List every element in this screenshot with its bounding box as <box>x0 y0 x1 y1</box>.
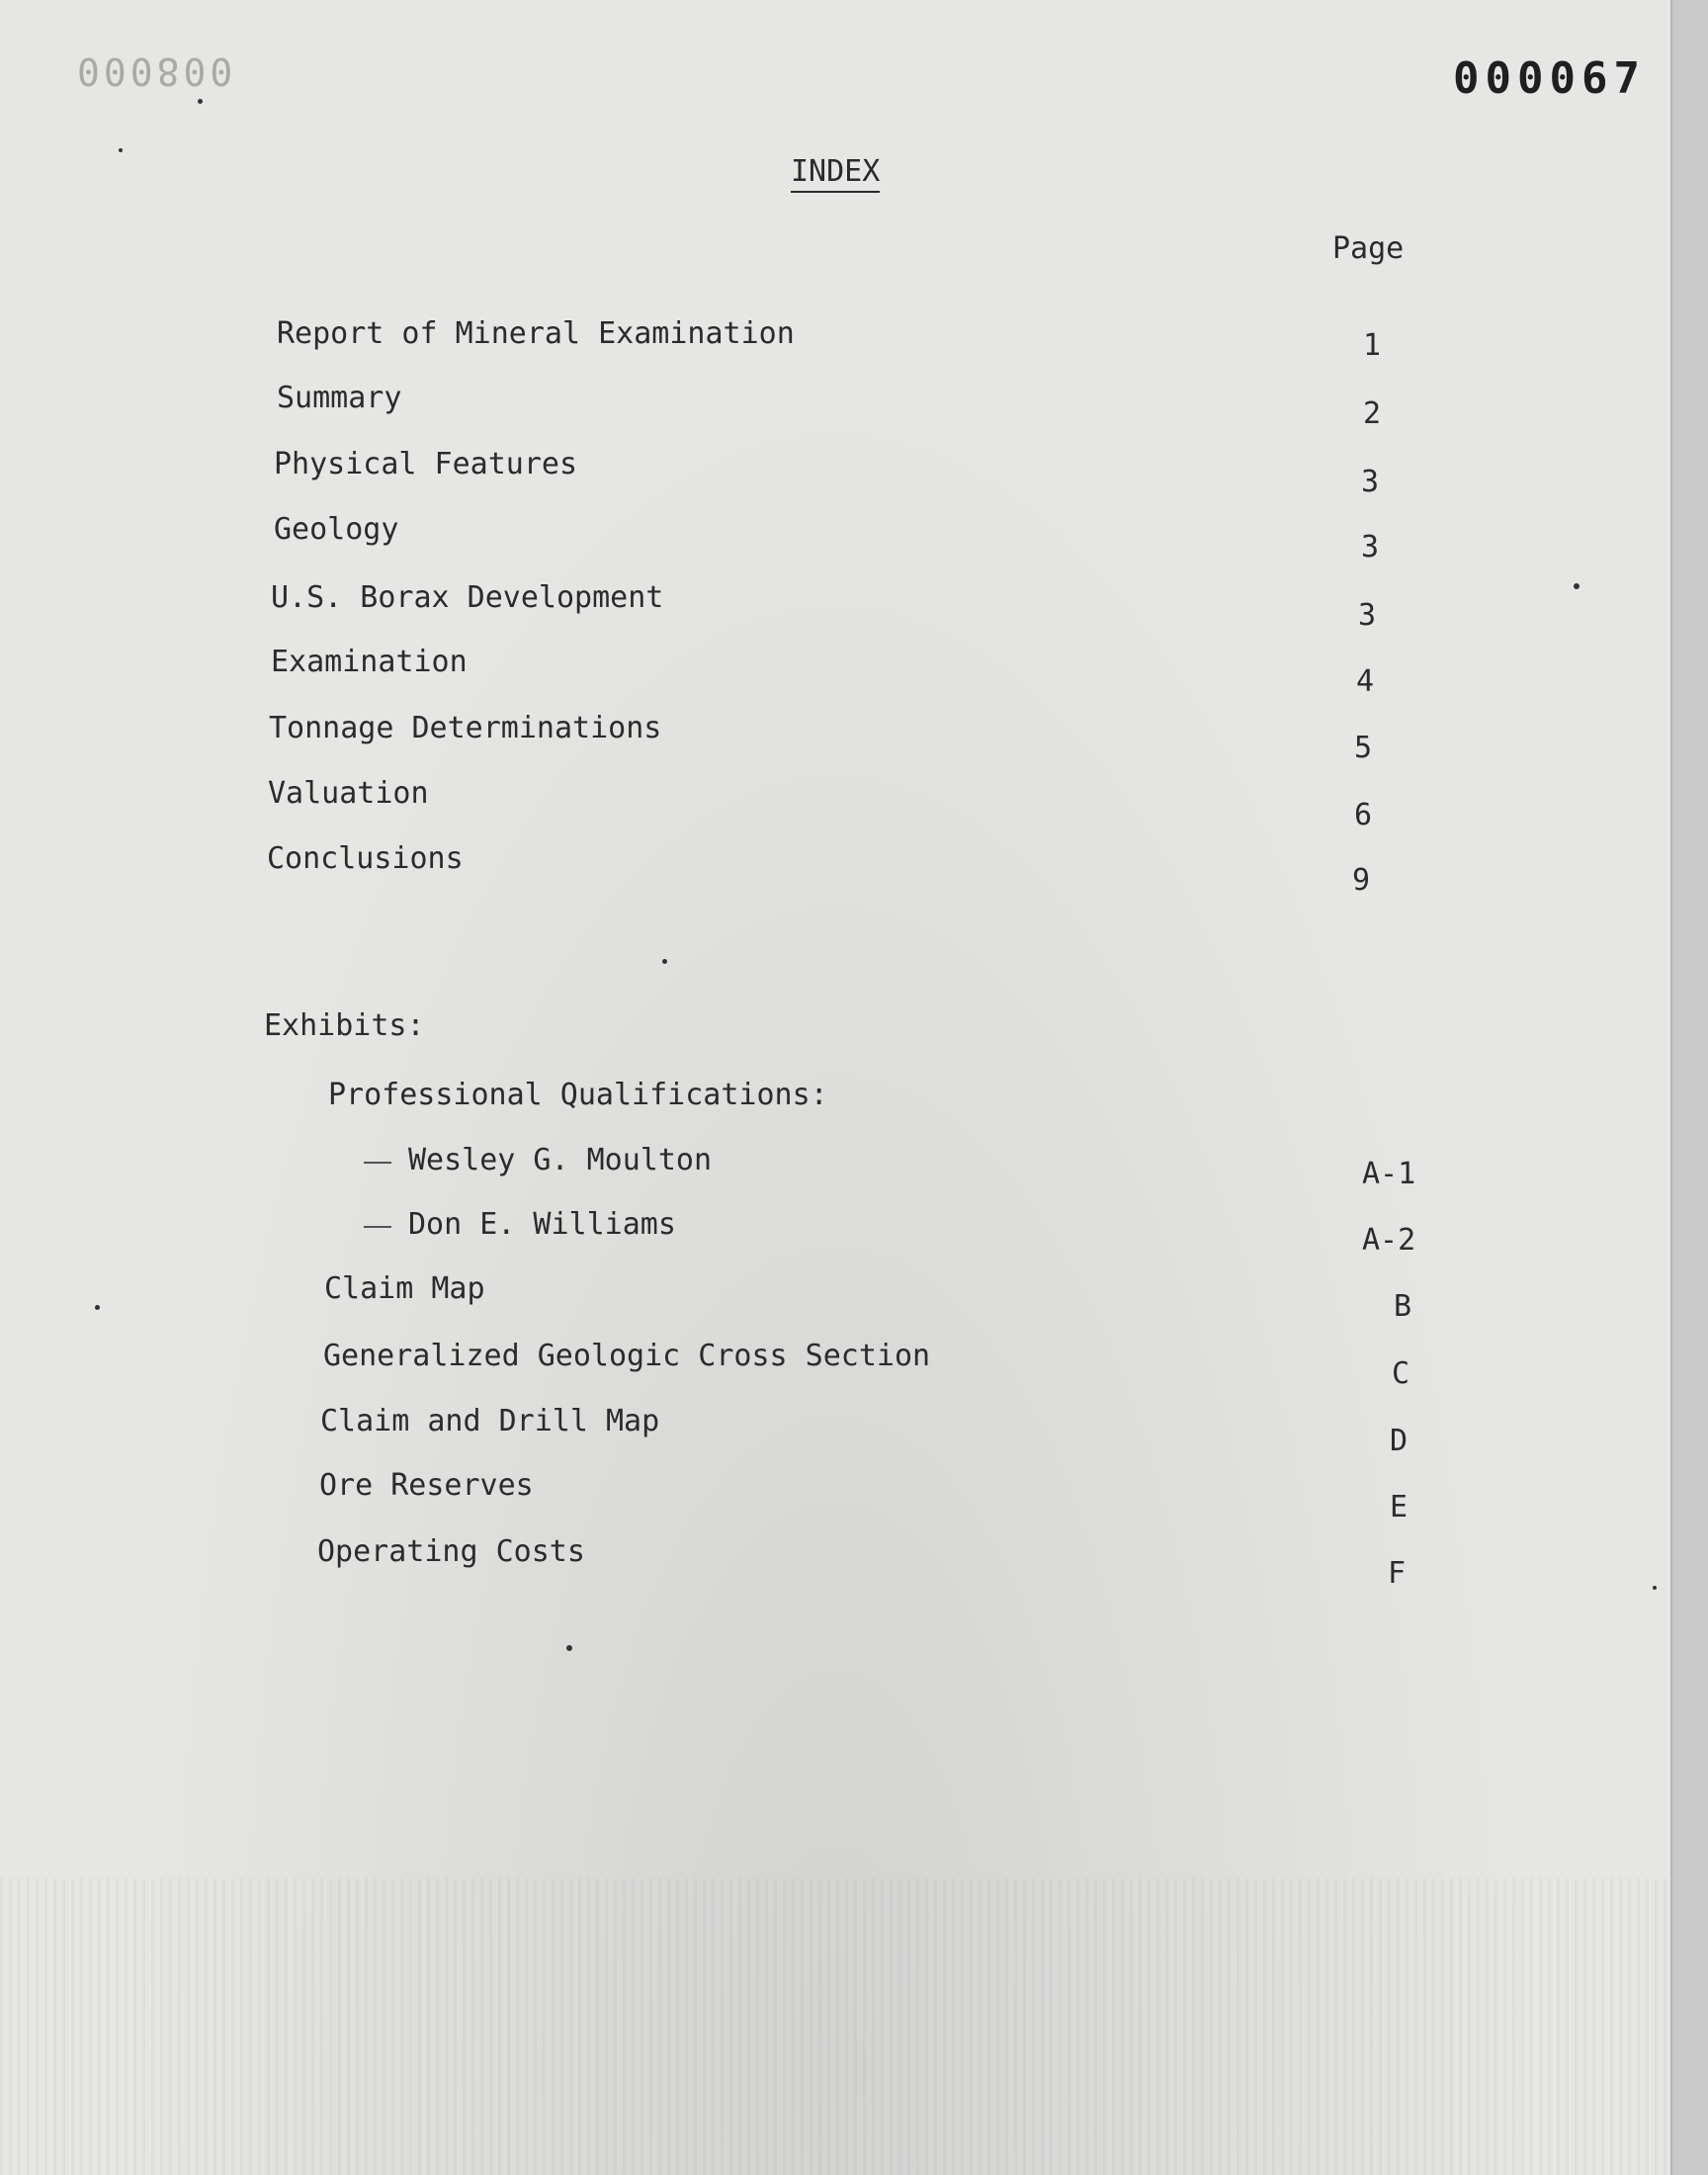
exhibit-entry-label: Generalized Geologic Cross Section <box>323 1339 931 1373</box>
exhibit-entry-page: B <box>1394 1289 1412 1324</box>
toc-entry-label: Conclusions <box>267 841 464 876</box>
exhibit-entry-label: Claim Map <box>324 1271 485 1306</box>
exhibit-entry-page: C <box>1392 1356 1410 1391</box>
exhibit-entry-page: F <box>1388 1556 1407 1591</box>
scan-speck <box>119 148 123 152</box>
toc-entry-page: 9 <box>1352 863 1371 898</box>
exhibit-entry <box>0 1534 1670 1594</box>
toc-entry <box>0 512 1670 571</box>
scan-noise <box>0 1878 1670 2175</box>
exhibit-entry <box>0 1339 1670 1398</box>
scan-speck <box>566 1645 572 1651</box>
toc-entry <box>0 645 1670 704</box>
exhibit-entry-page: A-2 <box>1362 1223 1416 1258</box>
exhibit-entry <box>0 1404 1670 1463</box>
index-title: INDEX <box>791 154 880 193</box>
bates-page-stamp: 000067 <box>1453 53 1646 104</box>
toc-entry-label: Examination <box>271 645 468 679</box>
exhibit-entry-label: Claim and Drill Map <box>320 1404 660 1438</box>
toc-entry-page: 3 <box>1361 465 1380 499</box>
exhibit-entry <box>0 1468 1670 1527</box>
entry-dash <box>364 1226 391 1228</box>
toc-entry <box>0 580 1670 640</box>
toc-entry-page: 1 <box>1363 328 1382 363</box>
toc-entry-label: Tonnage Determinations <box>269 711 662 745</box>
toc-entry-label: Summary <box>277 381 402 415</box>
toc-entry-label: Geology <box>274 512 399 547</box>
scan-speck <box>1653 1586 1657 1590</box>
toc-entry-page: 5 <box>1354 731 1373 765</box>
exhibit-entry-label: Wesley G. Moulton <box>408 1143 713 1177</box>
toc-entry <box>0 711 1670 770</box>
scan-speck <box>198 99 203 104</box>
toc-entry <box>0 381 1670 440</box>
toc-entry-label: Physical Features <box>274 447 578 481</box>
toc-entry <box>0 447 1670 506</box>
toc-entry-label: Report of Mineral Examination <box>277 316 795 351</box>
toc-entry-page: 2 <box>1363 396 1382 431</box>
exhibit-entry-page: A-1 <box>1362 1157 1416 1191</box>
toc-entry-label: Valuation <box>268 776 429 811</box>
exhibit-entry-label: Don E. Williams <box>408 1207 676 1242</box>
toc-entry-page: 3 <box>1358 598 1377 633</box>
toc-entry-page: 6 <box>1354 798 1373 832</box>
toc-entry <box>0 776 1670 835</box>
faint-bates-stamp: 000800 <box>77 49 237 93</box>
exhibit-entry-page: E <box>1390 1490 1409 1524</box>
toc-entry <box>0 841 1670 901</box>
toc-entry-label: U.S. Borax Development <box>271 580 664 615</box>
exhibit-entry <box>0 1207 1670 1266</box>
exhibit-entry-label: Ore Reserves <box>319 1468 534 1503</box>
scan-speck <box>1574 583 1580 589</box>
toc-entry-page: 3 <box>1361 530 1380 565</box>
page-column-header: Page <box>1332 231 1405 266</box>
scan-speck <box>95 1305 100 1310</box>
exhibit-entry-page: D <box>1390 1424 1409 1458</box>
exhibits-heading: Exhibits: <box>264 1008 425 1043</box>
qualifications-heading: Professional Qualifications: <box>328 1078 828 1112</box>
exhibit-entry <box>0 1143 1670 1202</box>
scan-speck <box>662 959 667 964</box>
toc-entry <box>0 316 1670 376</box>
toc-entry-page: 4 <box>1356 664 1375 699</box>
exhibit-entry-label: Operating Costs <box>317 1534 585 1569</box>
exhibit-entry <box>0 1271 1670 1331</box>
entry-dash <box>364 1162 391 1164</box>
